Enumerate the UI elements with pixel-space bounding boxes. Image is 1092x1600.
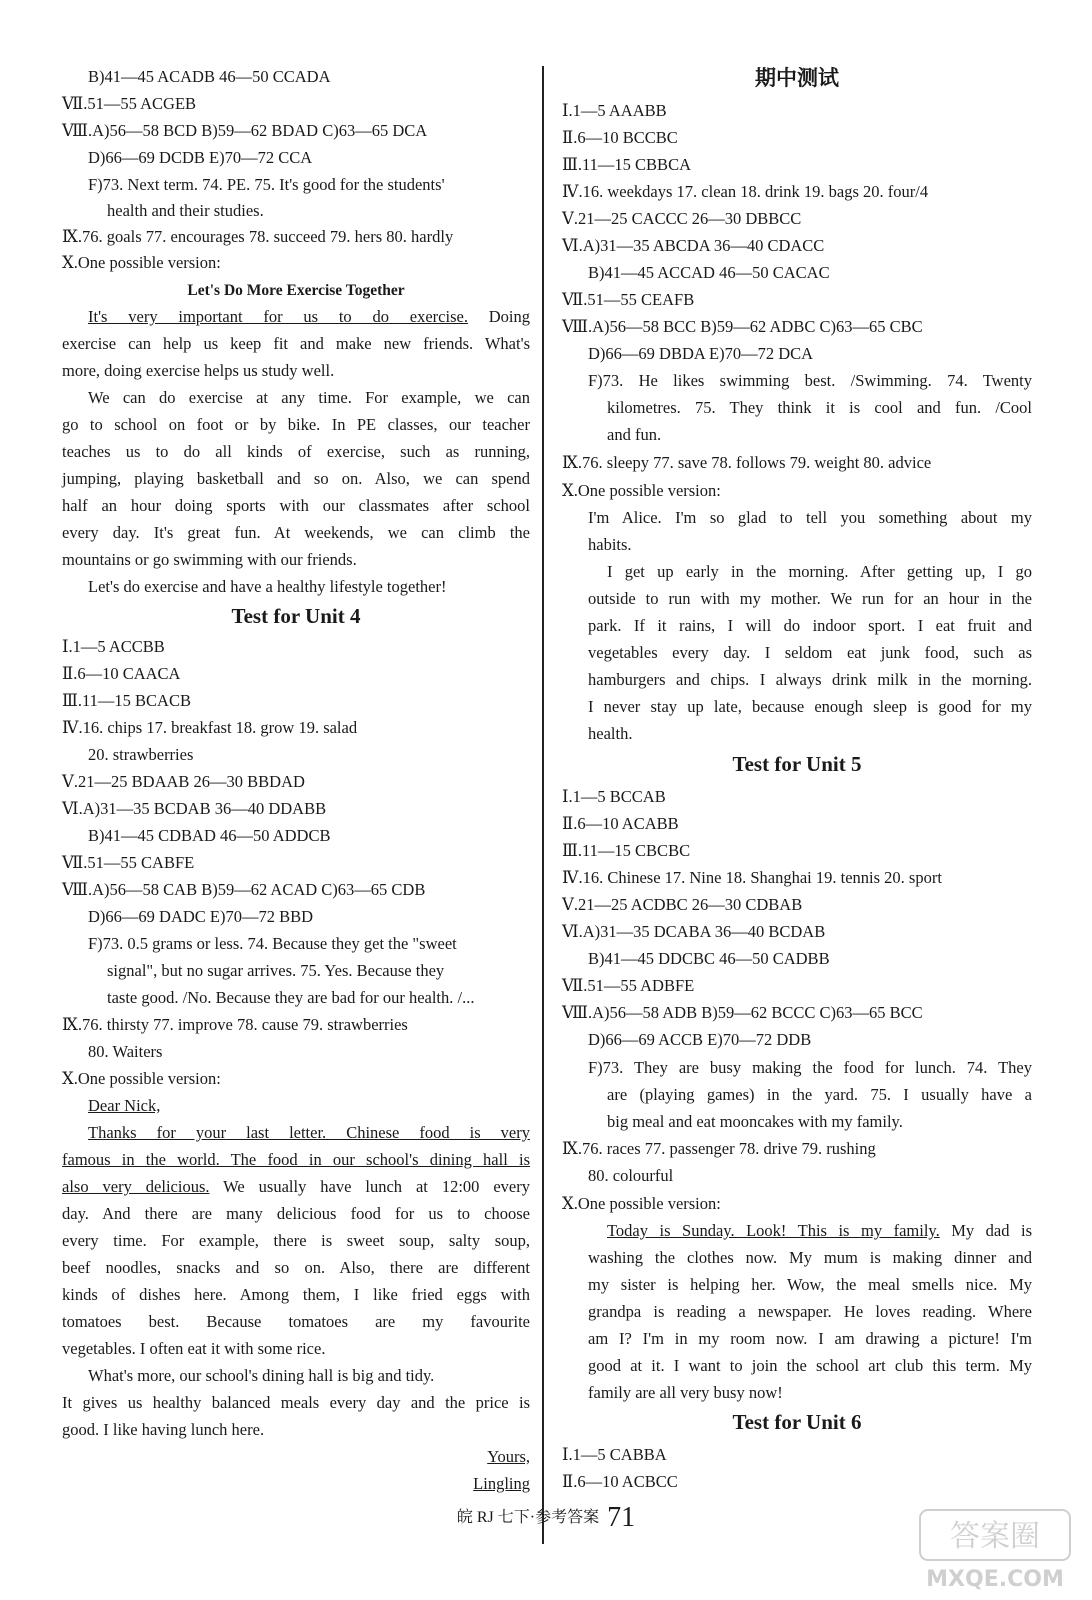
section-heading: Test for Unit 4 <box>231 604 361 628</box>
answer-line: am I? I'm in my room now. I am drawing a picture! I'm <box>588 1329 1032 1348</box>
answer-line: B)41—45 ACCAD 46—50 CACAC <box>588 263 830 282</box>
underlined-text: Lingling <box>473 1474 530 1493</box>
answer-line: big meal and eat mooncakes with my family. <box>607 1112 903 1131</box>
answer-line: What's more, our school's dining hall is big and tidy. <box>88 1366 435 1385</box>
answer-line: Ⅷ.A)56—58 BCD B)59—62 BDAD C)63—65 DCA <box>62 121 428 140</box>
answer-line <box>62 1176 530 1198</box>
answer-line: Ⅱ.6—10 BCCBC <box>562 128 678 147</box>
underlined-text: Thanks for your last letter. Chinese food is very <box>88 1123 530 1142</box>
answer-line: every day. It's great fun. At weekends, we can climb the <box>62 523 530 542</box>
answer-line: park. If it rains, I will do indoor sport. I eat fruit and <box>588 616 1032 635</box>
answer-line: go to school on foot or by bike. In PE classes, our teacher <box>62 415 530 434</box>
answer-line: more, doing exercise helps us study well. <box>62 361 335 380</box>
answer-line: Ⅴ.21—25 BDAAB 26—30 BBDAD <box>62 772 305 791</box>
answer-line: good. I like having lunch here. <box>62 1420 265 1439</box>
answer-line: Ⅳ.16. chips 17. breakfast 18. grow 19. salad <box>62 718 358 737</box>
answer-line: Ⅹ.One possible version: <box>62 1069 221 1088</box>
underlined-text: also very delicious. <box>62 1177 210 1196</box>
answer-line: day. And there are many delicious food for us to choose <box>62 1204 530 1223</box>
column-divider <box>542 66 544 1544</box>
answer-line: Ⅰ.1—5 BCCAB <box>562 787 666 806</box>
answer-line: F)73. 0.5 grams or less. 74. Because they get the "sweet <box>88 934 457 953</box>
answer-line: Ⅶ.51—55 ACGEB <box>62 94 197 113</box>
answer-line: D)66—69 ACCB E)70—72 DDB <box>588 1030 812 1049</box>
answer-line: It gives us healthy balanced meals every day and the price is <box>62 1393 530 1412</box>
answer-line: Ⅳ.16. Chinese 17. Nine 18. Shanghai 19. tennis 20. sport <box>562 868 942 887</box>
answer-line: 80. Waiters <box>88 1042 163 1061</box>
answer-line: F)73. He likes swimming best. /Swimming. 74. Twenty <box>588 371 1032 390</box>
answer-line: Ⅲ.11—15 CBCBC <box>562 841 691 860</box>
answer-line: hamburgers and chips. I always drink milk in the morning. <box>588 670 1032 689</box>
answer-line: 80. colourful <box>588 1166 674 1185</box>
answer-line: 20. strawberries <box>88 745 194 764</box>
answer-line: F)73. Next term. 74. PE. 75. It's good for the students' <box>88 175 445 194</box>
answer-line: Ⅷ.A)56—58 CAB B)59—62 ACAD C)63—65 CDB <box>62 880 426 899</box>
answer-line: Let's do exercise and have a healthy lifestyle together! <box>88 577 447 596</box>
watermark-logo <box>912 1504 1082 1594</box>
answer-line <box>473 1473 530 1495</box>
answer-line: I'm Alice. I'm so glad to tell you something about my <box>588 508 1032 527</box>
answer-line: We can do exercise at any time. For example, we can <box>88 388 530 407</box>
answer-line: F)73. They are busy making the food for lunch. 74. They <box>588 1058 1032 1077</box>
answer-line: exercise can help us keep fit and make new friends. What's <box>62 334 530 353</box>
answer-line: kinds of dishes here. Among them, I like fried eggs with <box>62 1285 530 1304</box>
answer-line: family are all very busy now! <box>588 1383 783 1402</box>
answer-line: signal", but no sugar arrives. 75. Yes. Because they <box>107 961 445 980</box>
answer-line: are (playing games) in the yard. 75. I usually have a <box>607 1085 1032 1104</box>
answer-line: my sister is helping her. Wow, the meal smells nice. My <box>588 1275 1032 1294</box>
answer-line: Ⅸ.76. sleepy 77. save 78. follows 79. weight 80. advice <box>562 453 932 472</box>
line-text: My dad is <box>939 1221 1033 1240</box>
answer-line: every time. For example, there is sweet soup, salty soup, <box>62 1231 530 1250</box>
watermark-text: 答案圈 <box>950 1519 1040 1554</box>
underlined-text: Today is Sunday. Look! This is my family. <box>607 1221 940 1240</box>
answer-line: good at it. I want to join the school art club this term. My <box>588 1356 1032 1375</box>
answer-line <box>88 1122 530 1144</box>
answer-line: Ⅸ.76. thirsty 77. improve 78. cause 79. strawberries <box>62 1015 408 1034</box>
answer-line: health and their studies. <box>107 201 264 220</box>
line-text: We usually have lunch at 12:00 every <box>209 1177 531 1196</box>
answer-line: washing the clothes now. My mum is making dinner and <box>588 1248 1032 1267</box>
answer-line: and fun. <box>607 425 662 444</box>
section-heading: Test for Unit 5 <box>732 752 862 776</box>
footer-label: 皖 RJ 七下·参考答案 <box>456 1509 600 1526</box>
answer-line <box>487 1446 530 1468</box>
answer-line: Ⅵ.A)31—35 ABCDA 36—40 CDACC <box>562 236 825 255</box>
watermark-url: MXQE.COM <box>926 1567 1064 1592</box>
answer-line: Ⅵ.A)31—35 BCDAB 36—40 DDABB <box>62 799 327 818</box>
answer-line: Ⅱ.6—10 CAACA <box>62 664 181 683</box>
underlined-text: Dear Nick, <box>88 1096 161 1115</box>
answer-line: outside to run with my mother. We run for an hour in the <box>588 589 1032 608</box>
answer-line: Ⅱ.6—10 ACABB <box>562 814 679 833</box>
answer-line: Ⅶ.51—55 CABFE <box>62 853 195 872</box>
answer-line: tomatoes best. Because tomatoes are my favourite <box>62 1312 530 1331</box>
answer-line: Ⅹ.One possible version: <box>562 481 721 500</box>
answer-line: Ⅹ.One possible version: <box>62 253 221 272</box>
essay-title: Let's Do More Exercise Together <box>187 282 405 299</box>
answer-line: B)41—45 DDCBC 46—50 CADBB <box>588 949 830 968</box>
underlined-text: Yours, <box>487 1447 530 1466</box>
answer-line: Ⅶ.51—55 CEAFB <box>562 290 695 309</box>
answer-line: B)41—45 CDBAD 46—50 ADDCB <box>88 826 331 845</box>
underlined-text: famous in the world. The food in our school's dining hall is <box>62 1150 530 1169</box>
answer-line: Ⅴ.21—25 ACDBC 26—30 CDBAB <box>562 895 803 914</box>
answer-line: kilometres. 75. They think it is cool and fun. /Cool <box>607 398 1032 417</box>
line-text: Doing <box>467 307 530 326</box>
answer-line: D)66—69 DCDB E)70—72 CCA <box>88 148 313 167</box>
answer-line: jumping, playing basketball and so on. Also, we can spend <box>62 469 530 488</box>
answer-line <box>88 306 530 328</box>
answer-line: Ⅰ.1—5 AAABB <box>562 101 667 120</box>
answer-line: Ⅳ.16. weekdays 17. clean 18. drink 19. bags 20. four/4 <box>562 182 929 201</box>
answer-line: teaches us to do all kinds of exercise, such as running, <box>62 442 530 461</box>
answer-line: grandpa is reading a newspaper. He loves reading. Where <box>588 1302 1032 1321</box>
underlined-text: It's very important for us to do exercise. <box>88 307 468 326</box>
answer-line: Ⅵ.A)31—35 DCABA 36—40 BCDAB <box>562 922 826 941</box>
answer-line: Ⅹ.One possible version: <box>562 1194 721 1213</box>
answer-line: vegetables. I often eat it with some rice. <box>62 1339 326 1358</box>
answer-line: B)41—45 ACADB 46—50 CCADA <box>88 67 331 86</box>
answer-line: I never stay up late, because enough sleep is good for my <box>588 697 1032 716</box>
answer-line: Ⅷ.A)56—58 BCC B)59—62 ADBC C)63—65 CBC <box>562 317 923 336</box>
answer-line: Ⅱ.6—10 ACBCC <box>562 1472 678 1491</box>
page-number: 71 <box>607 1502 636 1534</box>
answer-line: D)66—69 DADC E)70—72 BBD <box>88 907 314 926</box>
answer-line: Ⅷ.A)56—58 ADB B)59—62 BCCC C)63—65 BCC <box>562 1003 923 1022</box>
answer-line: Ⅰ.1—5 ACCBB <box>62 637 165 656</box>
section-heading: Test for Unit 6 <box>732 1410 862 1434</box>
answer-line: Ⅰ.1—5 CABBA <box>562 1445 667 1464</box>
answer-line <box>88 1095 160 1117</box>
answer-line: taste good. /No. Because they are bad for our health. /... <box>107 988 475 1007</box>
answer-line: Ⅲ.11—15 CBBCA <box>562 155 691 174</box>
answer-line: Ⅲ.11—15 BCACB <box>62 691 191 710</box>
answer-line: half an hour doing sports with our classmates after school <box>62 496 530 515</box>
answer-line: habits. <box>588 535 632 554</box>
answer-line: Ⅸ.76. goals 77. encourages 78. succeed 79. hers 80. hardly <box>62 227 454 246</box>
answer-line: beef noodles, snacks and so on. Also, there are different <box>62 1258 530 1277</box>
answer-line: health. <box>588 724 633 743</box>
answer-line <box>607 1220 1032 1242</box>
answer-line: vegetables every day. I seldom eat junk food, such as <box>588 643 1032 662</box>
answer-line <box>62 1149 530 1171</box>
answer-line: Ⅴ.21—25 CACCC 26—30 DBBCC <box>562 209 802 228</box>
answer-line: I get up early in the morning. After getting up, I go <box>607 562 1032 581</box>
section-heading: 期中测试 <box>755 66 839 90</box>
answer-line: Ⅶ.51—55 ADBFE <box>562 976 695 995</box>
answer-line: mountains or go swimming with our friends. <box>62 550 357 569</box>
answer-line: Ⅸ.76. races 77. passenger 78. drive 79. rushing <box>562 1139 876 1158</box>
answer-line: D)66—69 DBDA E)70—72 DCA <box>588 344 814 363</box>
